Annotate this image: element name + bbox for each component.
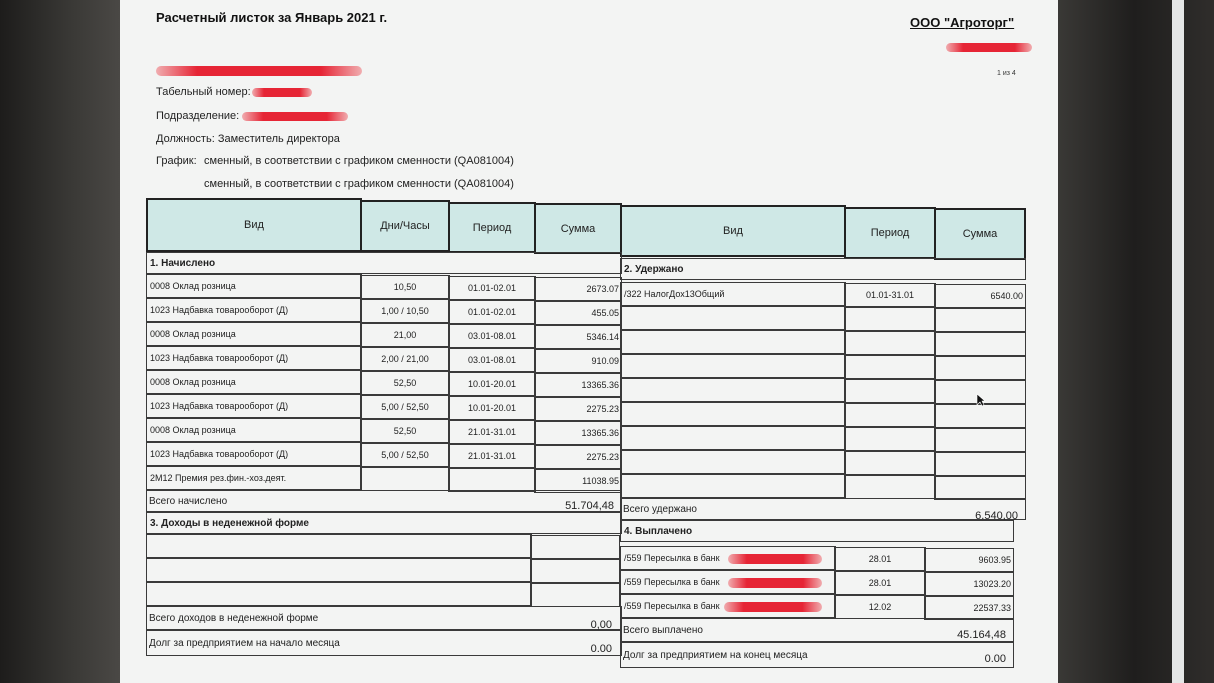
row-kind: 1023 Надбавка товарооборот (Д) (146, 346, 362, 370)
redaction-mark (728, 554, 822, 564)
row-sum: 910.09 (534, 349, 622, 373)
position-label: Должность: (156, 133, 215, 145)
total-noncash-value: 0,00 (590, 619, 612, 631)
row-days: 10,50 (360, 275, 450, 299)
empty-cell (620, 402, 846, 426)
organization-name: ООО "Агроторг" (910, 15, 1015, 30)
employee-position (156, 133, 340, 145)
empty-cell (934, 404, 1026, 428)
schedule-line: сменный, в соответствии с графиком сменности (QA081004) (204, 178, 514, 190)
empty-cell (620, 354, 846, 378)
row-days (360, 467, 450, 491)
empty-cell (934, 476, 1026, 500)
col-header-kind-right: Вид (620, 205, 846, 257)
row-period: 01.01-02.01 (448, 276, 536, 300)
employee-tab-number (156, 86, 251, 98)
total-accrued-label: Всего начислено (146, 490, 622, 512)
empty-cell (620, 330, 846, 354)
row-kind: /559 Пересылка в банк (620, 546, 836, 570)
row-period: 10.01-20.01 (448, 396, 536, 420)
debt-end-value: 0.00 (984, 653, 1006, 665)
empty-cell (844, 475, 936, 499)
row-days: 5,00 / 52,50 (360, 443, 450, 467)
row-days: 21,00 (360, 323, 450, 347)
row-days: 5,00 / 52,50 (360, 395, 450, 419)
empty-cell (934, 428, 1026, 452)
col-header-kind: Вид (146, 198, 362, 252)
empty-cell (844, 379, 936, 403)
empty-cell (146, 534, 532, 558)
row-period: 21.01-31.01 (448, 420, 536, 444)
row-sum: 22537.33 (924, 596, 1014, 620)
col-header-period-right: Период (844, 207, 936, 259)
row-days: 2,00 / 21,00 (360, 347, 450, 371)
redaction-mark (724, 602, 822, 612)
empty-cell (620, 378, 846, 402)
debt-end-label: Долг за предприятием на конец месяца (620, 642, 1014, 668)
row-kind: 1023 Надбавка товарооборот (Д) (146, 298, 362, 322)
department-label: Подразделение: (156, 110, 240, 122)
row-sum: 13365.36 (534, 373, 622, 397)
row-sum: 5346.14 (534, 325, 622, 349)
row-kind: /322 НалогДох13Общий (620, 282, 846, 306)
col-header-sum-right: Сумма (934, 208, 1026, 260)
row-days: 52,50 (360, 371, 450, 395)
row-sum: 6540.00 (934, 284, 1026, 308)
row-kind: 2M12 Премия рез.фин.-хоз.деят. (146, 466, 362, 490)
row-sum: 2275.23 (534, 445, 622, 469)
empty-cell (146, 558, 532, 582)
col-header-sum: Сумма (534, 203, 622, 254)
row-period: 01.01-02.01 (448, 300, 536, 324)
empty-cell (844, 331, 936, 355)
row-period: 03.01-08.01 (448, 324, 536, 348)
row-kind: 1023 Надбавка товарооборот (Д) (146, 394, 362, 418)
section-accrued-title: 1. Начислено (146, 252, 622, 274)
empty-cell (934, 452, 1026, 476)
empty-cell (934, 356, 1026, 380)
empty-cell (620, 306, 846, 330)
mouse-cursor-icon (976, 393, 986, 407)
col-header-period: Период (448, 202, 536, 253)
redaction-mark (252, 88, 312, 97)
redaction-mark (242, 112, 348, 121)
row-sum: 2275.23 (534, 397, 622, 421)
empty-cell (844, 427, 936, 451)
row-period: 03.01-08.01 (448, 348, 536, 372)
section-paid-title: 4. Выплачено (620, 520, 1014, 542)
payslip-title: Расчетный листок за Январь 2021 г. (156, 10, 388, 25)
row-kind: 0008 Оклад розница (146, 274, 362, 298)
empty-cell (844, 355, 936, 379)
section-withheld-title: 2. Удержано (620, 258, 1026, 280)
empty-cell (620, 450, 846, 474)
redaction-mark (946, 43, 1032, 52)
tab-number-label: Табельный номер: (156, 86, 251, 98)
empty-cell (620, 474, 846, 498)
empty-cell (530, 559, 620, 583)
position-value: Заместитель директора (217, 133, 340, 145)
total-noncash-label: Всего доходов в неденежной форме (146, 606, 622, 630)
row-days: 1,00 / 10,50 (360, 299, 450, 323)
empty-cell (844, 307, 936, 331)
row-period (448, 468, 536, 492)
redaction-mark (728, 578, 822, 588)
empty-cell (844, 451, 936, 475)
empty-cell (934, 332, 1026, 356)
row-period: 21.01-31.01 (448, 444, 536, 468)
row-period: 01.01-31.01 (844, 283, 936, 307)
row-kind: /559 Пересылка в банк (620, 570, 836, 594)
empty-cell (530, 535, 620, 559)
total-accrued-value: 51.704,48 (565, 500, 614, 512)
total-paid-value: 45.164,48 (957, 629, 1006, 641)
empty-cell (620, 426, 846, 450)
monitor-bezel-right (1054, 0, 1214, 683)
redaction-mark (156, 66, 362, 76)
debt-start-value: 0.00 (590, 643, 612, 655)
row-kind: 0008 Оклад розница (146, 418, 362, 442)
row-days: 52,50 (360, 419, 450, 443)
row-period: 28.01 (834, 571, 926, 595)
debt-start-label: Долг за предприятием на начало месяца (146, 630, 622, 656)
total-withheld-label: Всего удержано (620, 498, 1026, 520)
row-sum: 9603.95 (924, 548, 1014, 572)
row-sum: 455.05 (534, 301, 622, 325)
employee-department (156, 110, 239, 122)
row-period: 10.01-20.01 (448, 372, 536, 396)
payslip-document (120, 0, 1058, 683)
empty-cell (934, 308, 1026, 332)
row-sum: 13023.20 (924, 572, 1014, 596)
row-sum: 2673.07 (534, 277, 622, 301)
empty-cell (530, 583, 620, 607)
schedule-label: График: (156, 155, 197, 167)
section-noncash-title: 3. Доходы в неденежной форме (146, 512, 622, 534)
col-header-days: Дни/Часы (360, 200, 450, 252)
row-sum: 13365.36 (534, 421, 622, 445)
empty-cell (146, 582, 532, 606)
total-withheld-value: 6.540,00 (975, 510, 1018, 522)
row-kind: 0008 Оклад розница (146, 322, 362, 346)
page-number: 1 из 4 (997, 70, 1016, 77)
viewer-scrollbar[interactable] (1172, 0, 1184, 683)
row-kind: /559 Пересылка в банк (620, 594, 836, 618)
schedule-line: сменный, в соответствии с графиком сменности (QA081004) (204, 155, 514, 167)
row-kind: 1023 Надбавка товарооборот (Д) (146, 442, 362, 466)
monitor-bezel-left (0, 0, 120, 683)
row-period: 12.02 (834, 595, 926, 619)
total-paid-label: Всего выплачено (620, 618, 1014, 642)
row-period: 28.01 (834, 547, 926, 571)
empty-cell (844, 403, 936, 427)
row-kind: 0008 Оклад розница (146, 370, 362, 394)
row-sum: 11038.95 (534, 469, 622, 493)
